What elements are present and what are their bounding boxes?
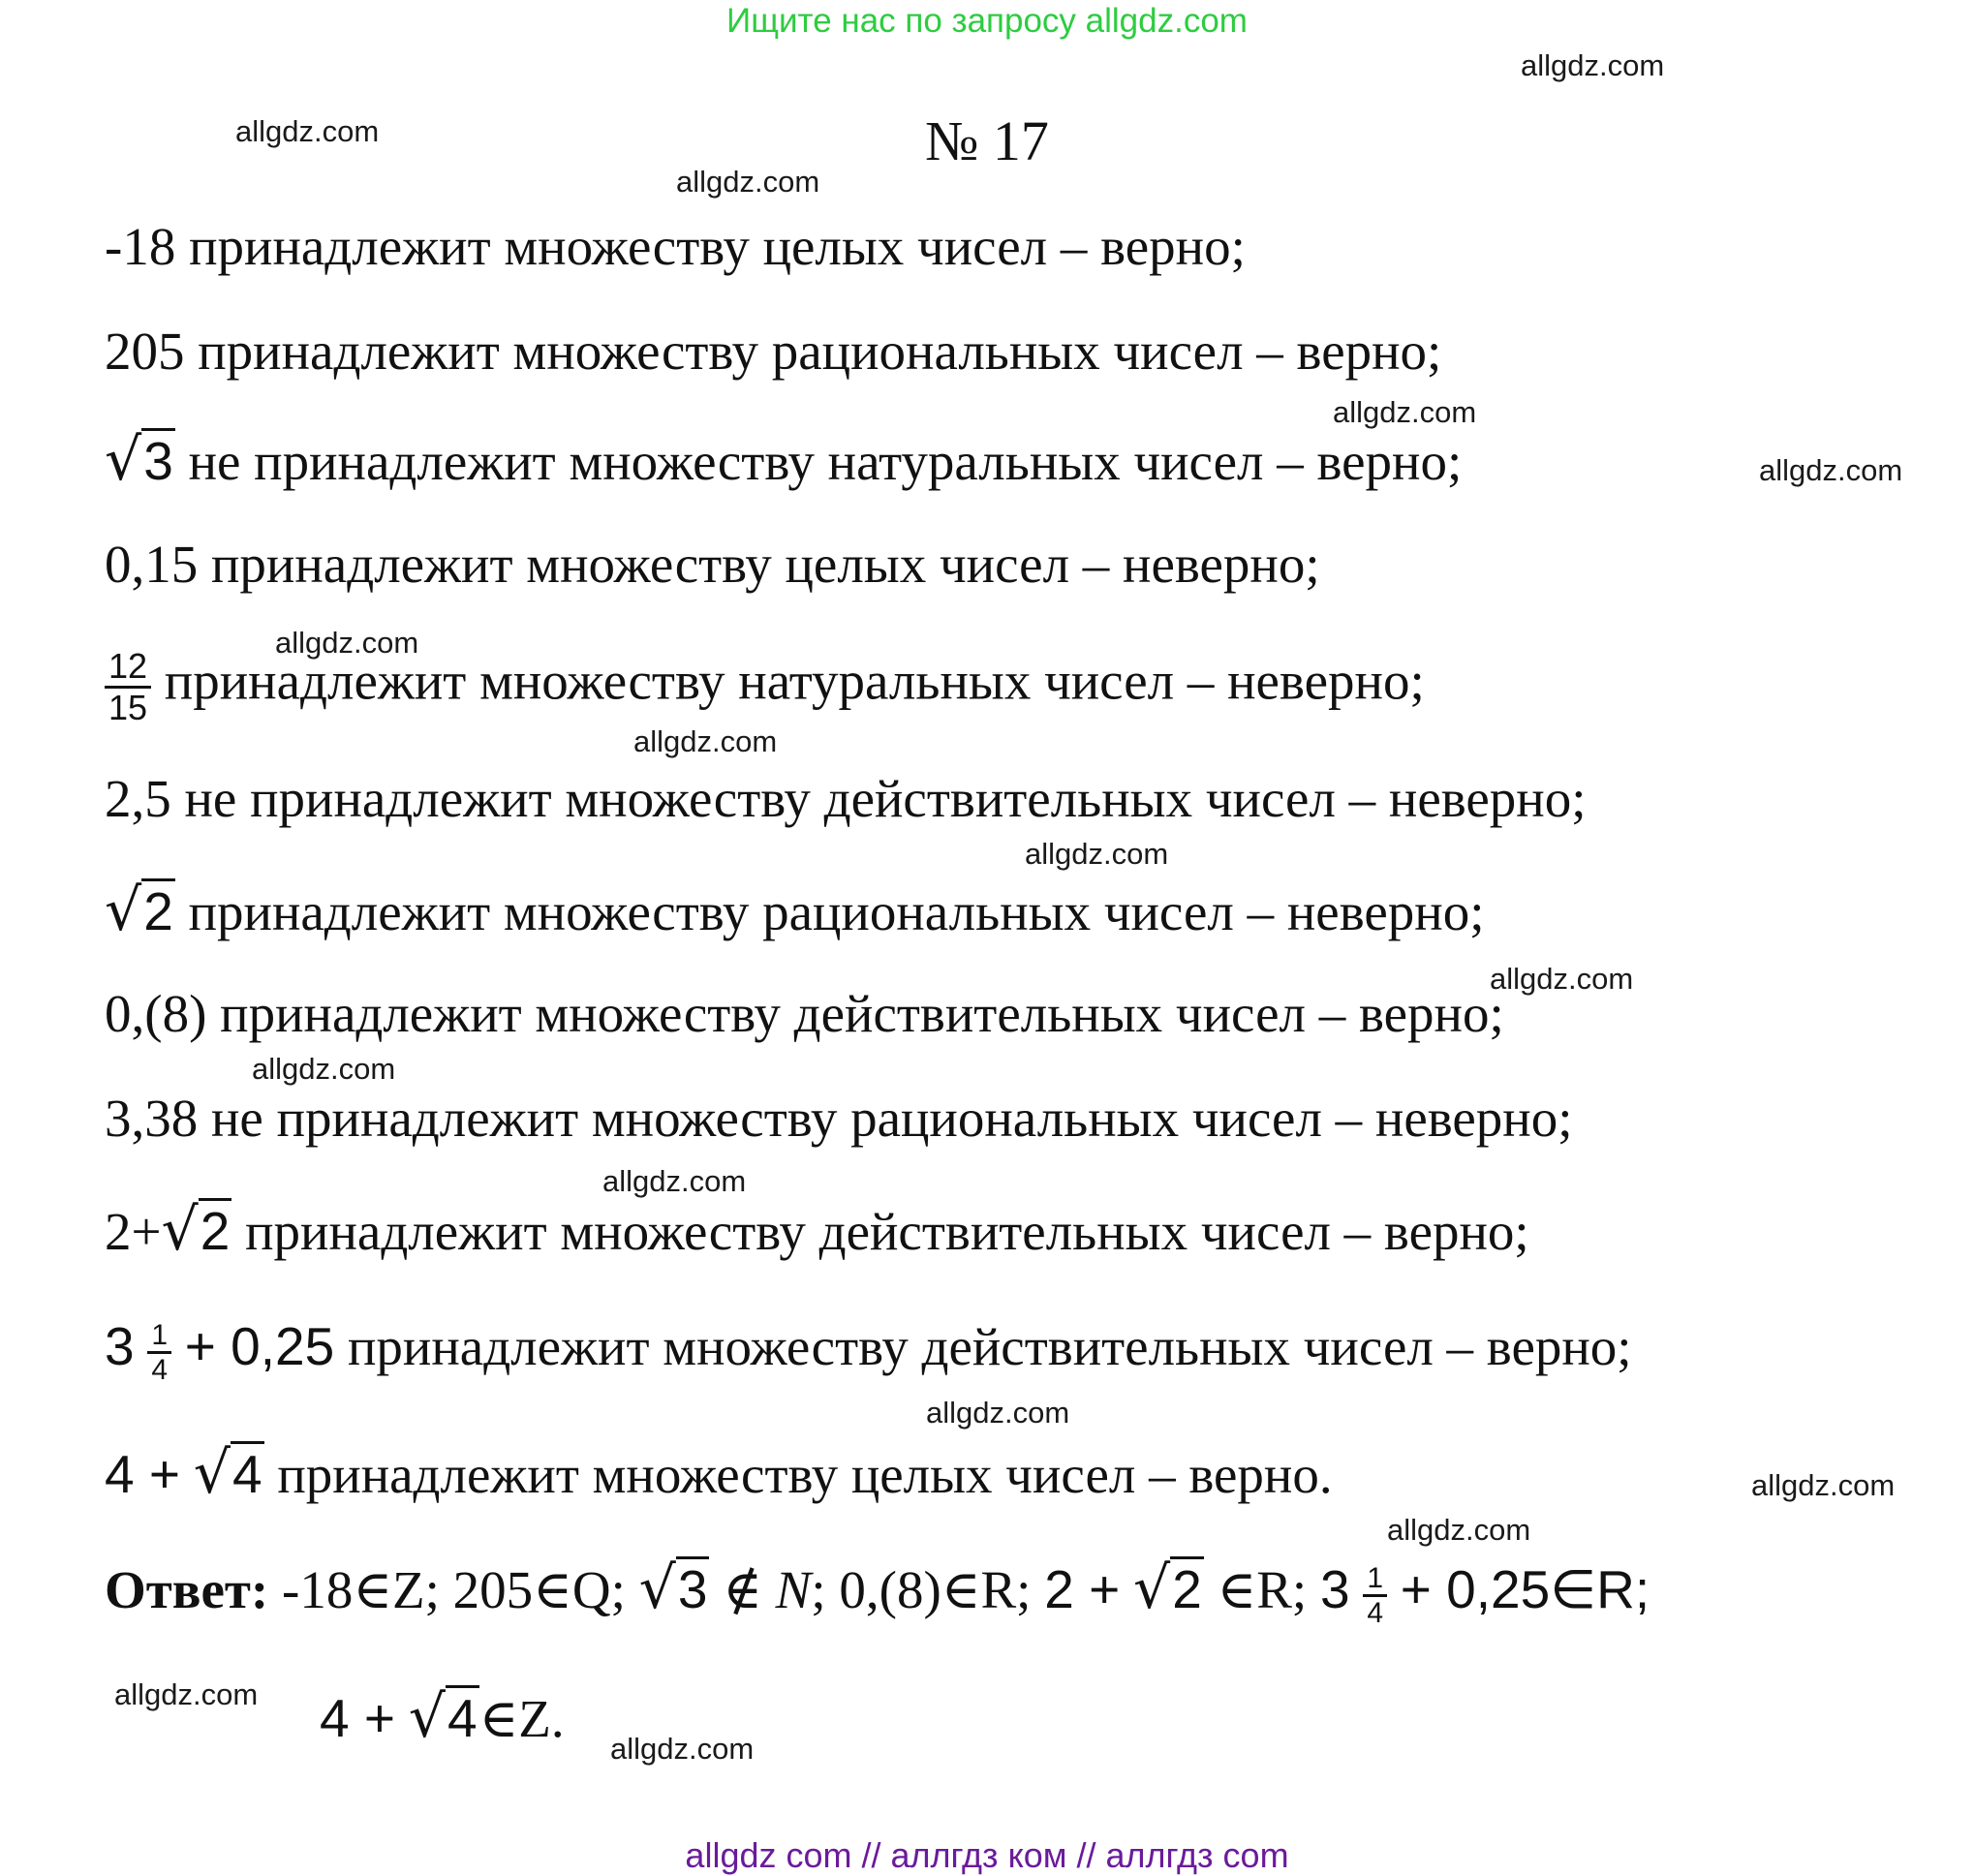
answer-label: Ответ:: [105, 1560, 269, 1619]
statement-line: [105, 765, 1587, 833]
problem-number: № 17: [925, 109, 1049, 172]
separator: ;: [811, 1560, 826, 1619]
watermark: allgdz.com: [114, 1677, 259, 1711]
statement-text: принадлежит множеству действительных чисел – верно;: [347, 1317, 1632, 1376]
watermark: allgdz.com: [633, 724, 778, 758]
watermark: allgdz.com: [926, 1396, 1070, 1430]
statement-number: 0,15: [105, 535, 199, 594]
search-banner: Ищите нас по запросу allgdz.com: [726, 2, 1248, 40]
radicand: 2: [141, 878, 175, 941]
statement-number: 0,(8): [105, 984, 207, 1043]
watermark: allgdz.com: [275, 626, 419, 660]
statement-line: [105, 213, 1246, 281]
statement-number: 3,38: [105, 1089, 199, 1148]
statement-text: принадлежит множеству рациональных чисел – неверно;: [188, 882, 1485, 941]
statement-text: принадлежит множеству действительных чисел – верно;: [220, 984, 1504, 1043]
fraction: [147, 1319, 171, 1386]
statement-line: [105, 980, 1504, 1048]
statement-text: не принадлежит множеству действительных чисел – неверно;: [184, 769, 1587, 828]
watermark: allgdz.com: [235, 114, 380, 148]
answer-part: + 0,25∈R;: [1400, 1559, 1650, 1619]
mixed-number-whole: 3: [1319, 1559, 1350, 1619]
watermark: allgdz.com: [252, 1052, 396, 1086]
statement-line: [105, 1312, 1632, 1386]
answer-line: [105, 1554, 1650, 1629]
radicand: 3: [676, 1556, 710, 1619]
watermark: allgdz.com: [1025, 837, 1169, 871]
square-root: √3: [638, 1554, 708, 1622]
denominator: 15: [108, 687, 148, 727]
watermark: allgdz.com: [1387, 1513, 1531, 1547]
answer-part: 205∈Q;: [452, 1560, 626, 1619]
radicand: 4: [231, 1441, 264, 1504]
watermark: allgdz.com: [1751, 1468, 1896, 1502]
watermark: allgdz.com: [1333, 395, 1477, 429]
radicand: 3: [141, 428, 175, 491]
radicand: 2: [1170, 1556, 1204, 1619]
watermark: allgdz.com: [1759, 453, 1903, 487]
statement-line: [105, 647, 1425, 726]
watermark: allgdz.com: [602, 1164, 747, 1198]
numerator: 1: [1363, 1562, 1387, 1597]
mixed-number-whole: 3: [105, 1316, 135, 1376]
fraction: [105, 647, 151, 726]
statement-number: 4 +: [105, 1444, 180, 1504]
watermark: allgdz.com: [676, 165, 820, 199]
statement-number: 2+: [105, 1202, 162, 1261]
watermark: allgdz.com: [610, 1732, 755, 1766]
square-root: √4: [193, 1439, 262, 1507]
radicand: 4: [446, 1685, 479, 1748]
square-root: √2: [1132, 1554, 1202, 1622]
statement-line: [105, 318, 1441, 385]
expression-suffix: + 0,25: [184, 1316, 335, 1376]
denominator: 4: [151, 1353, 169, 1386]
denominator: 4: [1367, 1596, 1383, 1629]
watermark: allgdz.com: [1521, 48, 1665, 82]
numerator: 12: [105, 647, 151, 689]
statement-text: не принадлежит множеству натуральных чисел – верно;: [188, 432, 1463, 491]
answer-part: ∈R;: [1217, 1560, 1308, 1619]
answer-line-continued: [320, 1683, 565, 1753]
statement-number: 205: [105, 322, 185, 381]
square-root: √2: [161, 1196, 231, 1264]
footer-links: allgdz com // аллгдз ком // аллгдз com: [685, 1835, 1289, 1875]
statement-text: принадлежит множеству рациональных чисел – верно;: [198, 322, 1442, 381]
answer-part: 4 +: [320, 1688, 395, 1748]
statement-line: [105, 876, 1485, 946]
statement-number: -18: [105, 217, 176, 276]
square-root: √4: [408, 1683, 478, 1751]
answer-part: 0,(8)∈R;: [839, 1560, 1032, 1619]
statement-text: принадлежит множеству натуральных чисел – неверно;: [164, 651, 1425, 711]
statement-text: не принадлежит множеству рациональных чисел – неверно;: [211, 1089, 1573, 1148]
statement-text: принадлежит множеству действительных чисел – верно;: [245, 1202, 1529, 1261]
statement-number: 2,5: [105, 769, 171, 828]
answer-part: -18∈Z;: [282, 1560, 440, 1619]
answer-part: ∈Z.: [478, 1689, 565, 1748]
numerator: 1: [147, 1319, 171, 1354]
statement-line: [105, 1196, 1529, 1266]
not-element-symbol: ∉: [723, 1558, 762, 1620]
statement-line: [105, 1085, 1573, 1153]
radicand: 2: [199, 1198, 232, 1261]
watermark: allgdz.com: [1490, 962, 1634, 996]
statement-text: принадлежит множеству целых чисел – верно;: [189, 217, 1246, 276]
square-root: √3: [105, 426, 173, 494]
answer-part: 2 +: [1044, 1559, 1121, 1619]
statement-line: [105, 426, 1462, 496]
statement-line: [105, 1439, 1333, 1509]
statement-line: [105, 531, 1320, 599]
fraction: [1363, 1562, 1387, 1629]
statement-text: принадлежит множеству целых чисел – верно.: [277, 1445, 1333, 1504]
set-symbol: N: [775, 1560, 812, 1619]
square-root: √2: [105, 876, 173, 944]
statement-text: принадлежит множеству целых чисел – неверно;: [211, 535, 1320, 594]
